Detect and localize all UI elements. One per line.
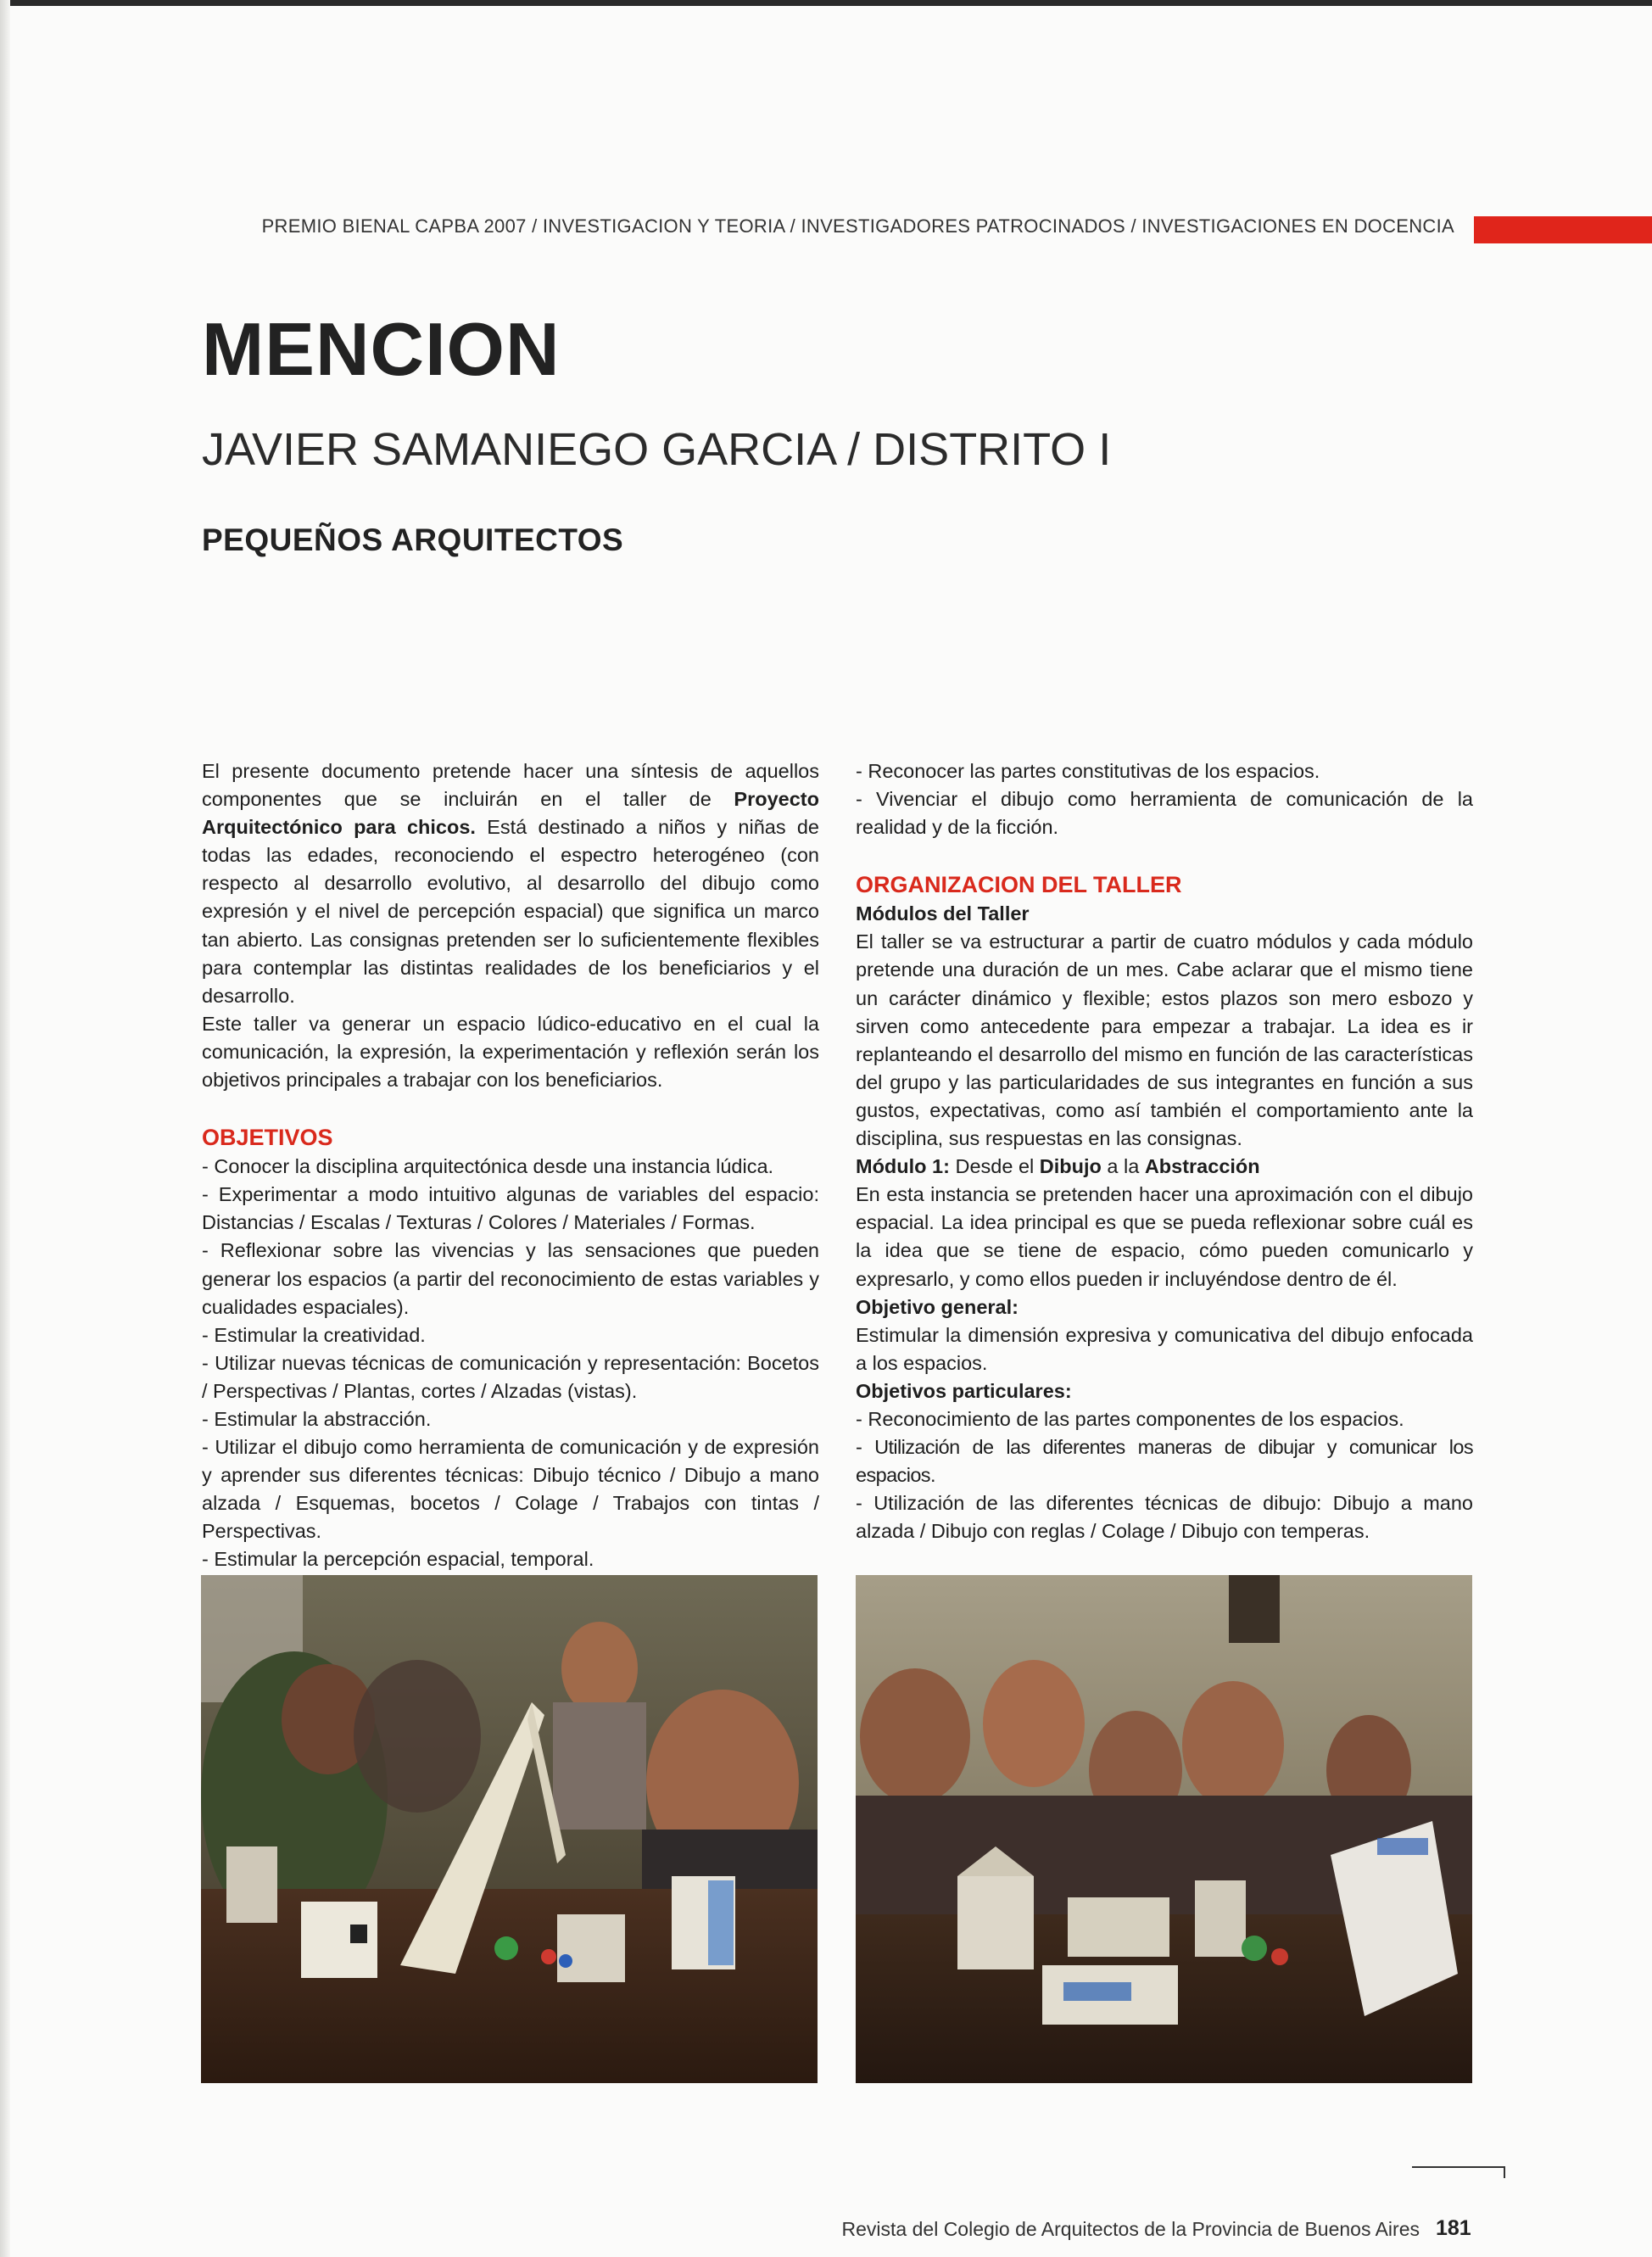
modulo1-text-2: a la — [1101, 1155, 1145, 1178]
journal-name — [763, 2218, 1467, 2241]
objetivo-particular-item: - Reconocimiento de las partes componentes de los espacios. — [856, 1407, 1404, 1430]
objetivo-item: - Conocer la disciplina arquitectónica desde una instancia lúdica. — [202, 1155, 774, 1178]
accent-bar — [1474, 216, 1652, 243]
project-title: PEQUEÑOS ARQUITECTOS — [202, 522, 624, 557]
objetivo-particular-item: - Utilización de las diferentes técnicas de dibujo: Dibujo a mano alzada / Dibujo con reglas / Colage / Dibujo con temperas. — [856, 1492, 1473, 1543]
right-column — [856, 757, 1473, 1545]
page-top-edge — [0, 0, 1652, 6]
objetivo-item: - Reconocer las partes constitutivas de los espacios. — [856, 760, 1320, 782]
intro-bold-text: Proyecto Arquitectónico para chicos. — [202, 788, 819, 839]
footer-rule-tick — [1504, 2166, 1505, 2178]
modulos-paragraph: El taller se va estructurar a partir de cuatro módulos y cada módulo pretende una duración de un mes. Cabe aclarar que el mismo tiene un carácter dinámico y flexible; estos plazos son mero esbozo y sirven como antecedente para empezar a trabajar. La idea es ir replanteando el desarrollo del mismo en función de las características del grupo y las particularidades de sus integrantes en función a sus gustos, expectativas, como así también el comportamiento ante la disciplina, sus respuestas en las consignas. — [856, 930, 1473, 1150]
modulo1-text: Desde el — [949, 1155, 1040, 1178]
intro-paragraph — [202, 757, 819, 1010]
page-number: 181 — [1436, 2216, 1471, 2240]
page-binding-edge — [0, 0, 10, 2257]
objetivo-general-paragraph: Estimular la dimensión expresiva y comunicativa del dibujo enfocada a los espacios. — [856, 1323, 1473, 1374]
modulo1-dibujo: Dibujo — [1039, 1155, 1102, 1178]
organizacion-heading: ORGANIZACION DEL TALLER — [856, 872, 1182, 898]
modulos-heading: Módulos del Taller — [856, 902, 1030, 925]
journal-name-text: Revista del Colegio de Arquitectos de la Provincia de Buenos Aires — [841, 2218, 1420, 2240]
objetivo-item: - Experimentar a modo intuitivo algunas de variables del espacio: Distancias / Escalas / Texturas / Colores / Materiales / Formas. — [202, 1183, 819, 1234]
left-column — [202, 757, 819, 1574]
modulo1-label: Módulo 1: — [856, 1155, 950, 1178]
article-author: JAVIER SAMANIEGO GARCIA / DISTRITO I — [202, 424, 1112, 475]
intro-paragraph-2: Este taller va generar un espacio lúdico-educativo en el cual la comunicación, la expresión, la experimentación y reflexión serán los objetivos principales a trabajar con los beneficiarios. — [202, 1012, 819, 1092]
objetivo-item: - Estimular la creatividad. — [202, 1323, 426, 1346]
objetivo-item: - Reflexionar sobre las vivencias y las sensaciones que pueden generar los espacios (a partir del reconocimiento de estas variables y cualidades espaciales). — [202, 1239, 819, 1318]
objetivos-heading: OBJETIVOS — [202, 1125, 333, 1151]
objetivo-item: - Utilizar nuevas técnicas de comunicación y representación: Bocetos / Perspectivas / Plantas, cortes / Alzadas (vistas). — [202, 1351, 819, 1402]
intro-text: El presente documento pretende hacer una síntesis de aquellos componentes que se incluirán en el taller de — [202, 760, 819, 811]
objetivo-general-heading: Objetivo general: — [856, 1295, 1019, 1318]
photo-children-with-models-right — [856, 1575, 1472, 2083]
footer-rule — [1412, 2166, 1505, 2168]
intro-text-cont: Está destinado a niños y niñas de todas las edades, reconociendo el espectro heterogéneo (con respecto al desarrollo evolutivo, al desarrollo del dibujo como expresión y el nivel de percepción espacial) que significa un marco tan abierto. Las consignas pretenden ser lo suficientemente flexibles para contemplar las distintas realidades de los beneficiarios y el desarrollo. — [202, 816, 819, 1007]
article-title: MENCION — [202, 307, 561, 391]
objetivo-item: - Vivenciar el dibujo como herramienta de comunicación de la realidad y de la ficción. — [856, 788, 1473, 839]
objetivo-particular-item: - Utilización de las diferentes maneras de dibujar y comunicar los espacios. — [856, 1436, 1473, 1487]
objetivo-item: - Estimular la percepción espacial, temporal. — [202, 1548, 594, 1571]
objetivo-item: - Estimular la abstracción. — [202, 1407, 432, 1430]
running-head: PREMIO BIENAL CAPBA 2007 / INVESTIGACION Y TEORIA / INVESTIGADORES PATROCINADOS / INVESTIGACIONES EN DOCENCIA — [261, 215, 1454, 237]
objetivo-item: - Utilizar el dibujo como herramienta de comunicación y de expresión y aprender sus diferentes técnicas: Dibujo técnico / Dibujo a mano alzada / Esquemas, bocetos / Colage / Trabajos con tintas / Perspectivas. — [202, 1436, 819, 1543]
photo-children-with-models-left — [201, 1575, 818, 2083]
modulo1-heading — [856, 1153, 1473, 1181]
modulo1-paragraph: En esta instancia se pretenden hacer una aproximación con el dibujo espacial. La idea principal es que se pueda reflexionar sobre cuál es la idea que se tiene de espacio, cómo pueden comunicarlo y expresarlo, y como ellos pueden ir incluyéndose dentro de él. — [856, 1183, 1473, 1290]
objetivos-particulares-heading: Objetivos particulares: — [856, 1379, 1072, 1402]
modulo1-abstraccion: Abstracción — [1144, 1155, 1260, 1178]
